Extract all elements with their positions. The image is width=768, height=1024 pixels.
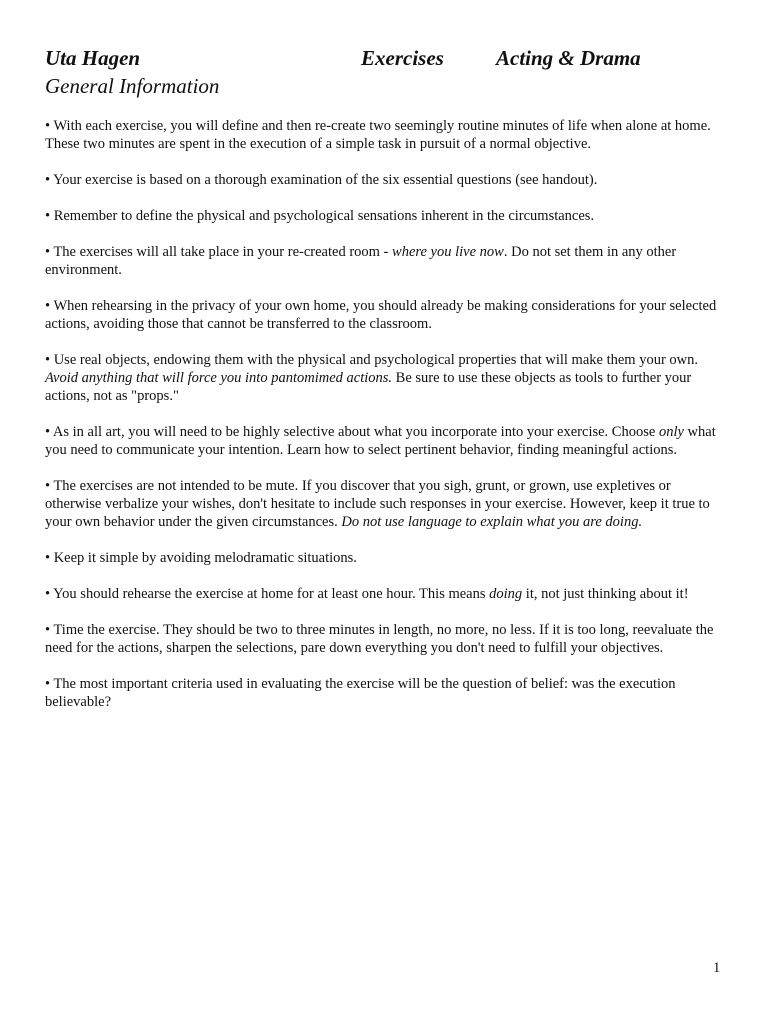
paragraph-text-after: Be sure to use these objects as tools to further your actions, not as "props." [45,370,692,404]
paragraph-6 [45,351,725,405]
paragraph-emphasis: Avoid anything that will force you into pantomimed actions. [45,370,393,386]
paragraph-3 [45,207,725,225]
paragraph-emphasis: where you live now [392,244,504,260]
paragraph-text-after: what you need to communicate your intention. Learn how to select pertinent behavior, finding meaningful actions. [45,424,716,458]
paragraph-emphasis: Do not use language to explain what you are doing. [341,514,643,530]
paragraph-text: • Remember to define the physical and psychological sensations inherent in the circumstances. [45,208,595,224]
section-label: Exercises [361,46,444,70]
paragraph-text: • The exercises are not intended to be mute. If you discover that you sigh, grunt, or grown, use expletives or otherwise verbalize your wishes, don't hesitate to include such responses in your exercise. However, keep it true to your own behavior under the given circumstances. [45,478,710,530]
paragraph-10 [45,585,725,603]
paragraph-text: • Time the exercise. They should be two to three minutes in length, no more, no less. If it is too long, reevaluate the need for the actions, sharpen the selections, pare down everything you don't need to fulfill your objectives. [45,622,714,656]
page-subtitle: General Information [45,74,220,98]
paragraph-text-after: it, not just thinking about it! [522,586,689,602]
paragraph-text-after: . Do not set them in any other environment. [45,244,677,278]
paragraph-text: • Your exercise is based on a thorough examination of the six essential questions (see handout). [45,172,598,188]
paragraph-text: • Keep it simple by avoiding melodramatic situations. [45,550,357,566]
paragraph-emphasis: doing [489,586,523,602]
paragraph-12 [45,675,725,711]
paragraph-2 [45,171,725,189]
paragraph-8 [45,477,725,531]
paragraph-7 [45,423,725,459]
paragraph-text: • The exercises will all take place in your re-created room - [45,244,393,260]
paragraph-text: • When rehearsing in the privacy of your own home, you should already be making considerations for your selected actions, avoiding those that cannot be transferred to the classroom. [45,298,717,332]
paragraph-1 [45,117,725,153]
page-number: 1 [713,960,721,976]
paragraph-4 [45,243,725,279]
paragraph-9 [45,549,725,567]
document-body [45,117,725,729]
paragraph-11 [45,621,725,657]
paragraph-5 [45,297,725,333]
paragraph-text: • You should rehearse the exercise at home for at least one hour. This means [45,586,490,602]
paragraph-text: • With each exercise, you will define and then re-create two seemingly routine minutes of life when alone at home. These two minutes are spent in the execution of a simple task in pursuit of a normal objective. [45,118,711,152]
paragraph-text: • Use real objects, endowing them with the physical and psychological properties that will make them your own. [45,352,698,368]
paragraph-emphasis: only [658,424,684,440]
course-title: Acting & Drama [496,46,641,70]
author-name: Uta Hagen [45,46,141,70]
paragraph-text: • The most important criteria used in evaluating the exercise will be the question of belief: was the execution believable? [45,676,676,710]
paragraph-text: • As in all art, you will need to be highly selective about what you incorporate into your exercise. Choose [45,424,659,440]
